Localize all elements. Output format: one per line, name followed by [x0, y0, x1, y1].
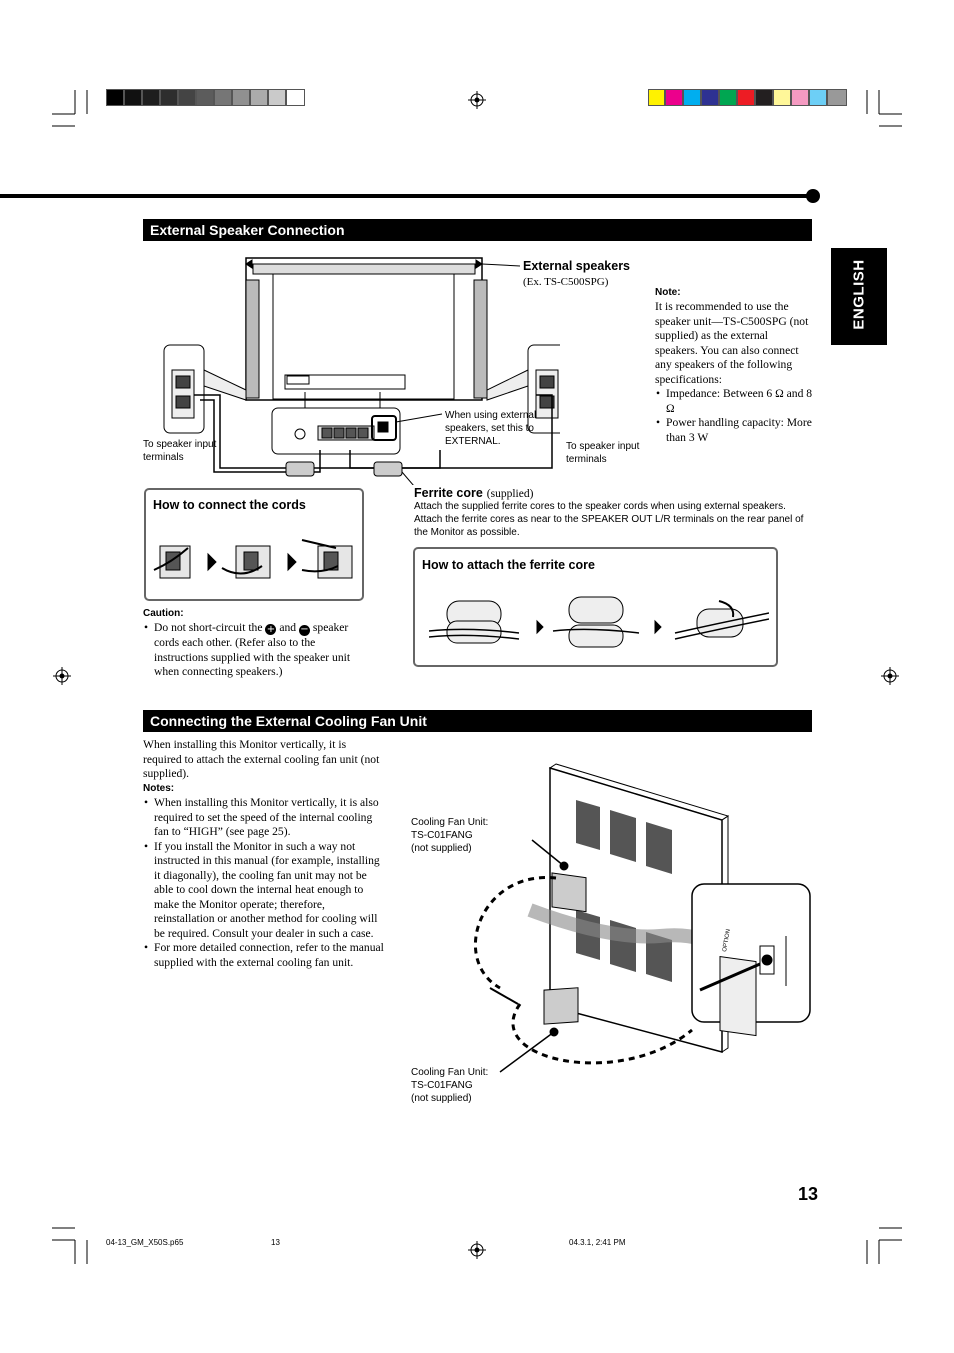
connect-cords-box	[144, 488, 364, 601]
color-swatch	[648, 89, 665, 106]
section-heading-cooling-fan: Connecting the External Cooling Fan Unit	[143, 710, 812, 732]
note-list	[655, 387, 813, 445]
cooling-intro: When installing this Monitor vertically, it is required to attach the external cooling fan unit (not supplied).	[143, 738, 380, 780]
left-terminal-label: To speaker input terminals	[143, 439, 217, 463]
color-swatch	[809, 89, 827, 106]
minus-terminal-icon: −	[300, 624, 309, 635]
gray-swatch	[232, 89, 250, 106]
note-item: • When installing this Monitor vertically, it is also required to set the speed of the internal cooling fan to “HIGH” (see page 25).	[143, 796, 385, 840]
attach-ferrite-box	[413, 547, 778, 667]
note-text: It is recommended to use the speaker unit—TS-C500SPG (not supplied) as the external speakers. You can also connect any speakers of the following specifications:	[655, 300, 809, 386]
gray-swatch	[124, 89, 142, 106]
gray-swatch	[106, 89, 124, 106]
caution-pre: Do not short-circuit the	[154, 621, 263, 634]
color-swatch	[665, 89, 683, 106]
cooling-fan-diagram	[460, 760, 820, 1080]
color-swatch	[683, 89, 701, 106]
gray-swatch	[250, 89, 268, 106]
connect-cords-illustration	[152, 530, 358, 592]
plus-terminal-icon: +	[266, 624, 276, 635]
note-block	[655, 286, 813, 445]
fan-label-line: Cooling Fan Unit:	[411, 1067, 489, 1078]
footer-date: 04.3.1, 2:41 PM	[569, 1238, 626, 1247]
page-number: 13	[798, 1184, 819, 1204]
note-item: • If you install the Monitor in such a way not instructed in this manual (for example, installing it diagonally), the cooling fan unit may not be able to cool down the internal heat enough to make the Monitor operate; therefore, reinstallation or another method for cooling will be required. Consult your dealer in such a case.	[143, 840, 385, 942]
note-heading: Note:	[655, 287, 681, 298]
gray-swatch	[142, 89, 160, 106]
color-swatch	[755, 89, 773, 106]
section-heading-speakers: External Speaker Connection	[143, 219, 812, 241]
external-speakers-model: (Ex. TS-C500SPG)	[523, 276, 609, 288]
language-tab-label: ENGLISH	[850, 259, 868, 330]
caution-post: speaker cords each other. (Refer also to the instructions supplied with the speaker unit when connecting speakers.)	[154, 621, 351, 678]
caution-mid: and	[279, 621, 297, 634]
note-item: • Power handling capacity: More than 3 W	[655, 416, 813, 445]
header-rule-dot	[806, 189, 820, 203]
ferrite-label: Ferrite core	[414, 486, 483, 500]
ferrite-text: Attach the supplied ferrite cores to the speaker cords when using external speakers. Attach the ferrite cores as near to the SPEAKER OUT L/R terminals on the rear panel of the Monitor as possible.	[414, 501, 804, 538]
notes-heading: Notes:	[143, 783, 175, 794]
color-swatch	[737, 89, 755, 106]
color-swatch	[719, 89, 737, 106]
notes-list	[143, 796, 385, 970]
fan-label-line: Cooling Fan Unit:	[411, 817, 489, 828]
color-swatch	[827, 89, 847, 106]
switch-instruction: When using external speakers, set this to EXTERNAL.	[445, 410, 537, 447]
option-label: OPTION	[722, 928, 732, 953]
caution-block	[143, 607, 363, 680]
attach-ferrite-illustration	[429, 587, 769, 661]
caution-item	[143, 621, 363, 680]
gray-swatch	[214, 89, 232, 106]
gray-swatch	[268, 89, 286, 106]
fan-label-line: TS-C01FANG	[411, 1080, 473, 1091]
color-swatch	[791, 89, 809, 106]
color-swatch	[773, 89, 791, 106]
gray-swatch	[196, 89, 214, 106]
attach-ferrite-title: How to attach the ferrite core	[422, 558, 595, 572]
note-item: • Impedance: Between 6 Ω and 8 Ω	[655, 387, 813, 416]
color-swatch	[701, 89, 719, 106]
connect-cords-title: How to connect the cords	[153, 498, 306, 512]
gray-swatch	[178, 89, 196, 106]
fan-label-line: TS-C01FANG	[411, 830, 473, 841]
note-item: • For more detailed connection, refer to the manual supplied with the external cooling fan unit.	[143, 941, 385, 970]
fan-label-line: (not supplied)	[411, 843, 472, 854]
fan-label-line: (not supplied)	[411, 1093, 472, 1104]
gray-swatch	[160, 89, 178, 106]
ferrite-suffix: (supplied)	[486, 488, 534, 500]
caution-heading: Caution:	[143, 608, 184, 619]
footer-page: 13	[271, 1238, 280, 1247]
gray-swatch	[286, 89, 305, 106]
external-speakers-label: External speakers	[523, 259, 631, 273]
header-rule	[0, 194, 812, 198]
footer-file: 04-13_GM_X50S.p65	[106, 1238, 184, 1247]
caution-list	[143, 621, 363, 680]
language-tab	[831, 248, 887, 345]
right-terminal-label: To speaker input terminals	[566, 441, 640, 465]
